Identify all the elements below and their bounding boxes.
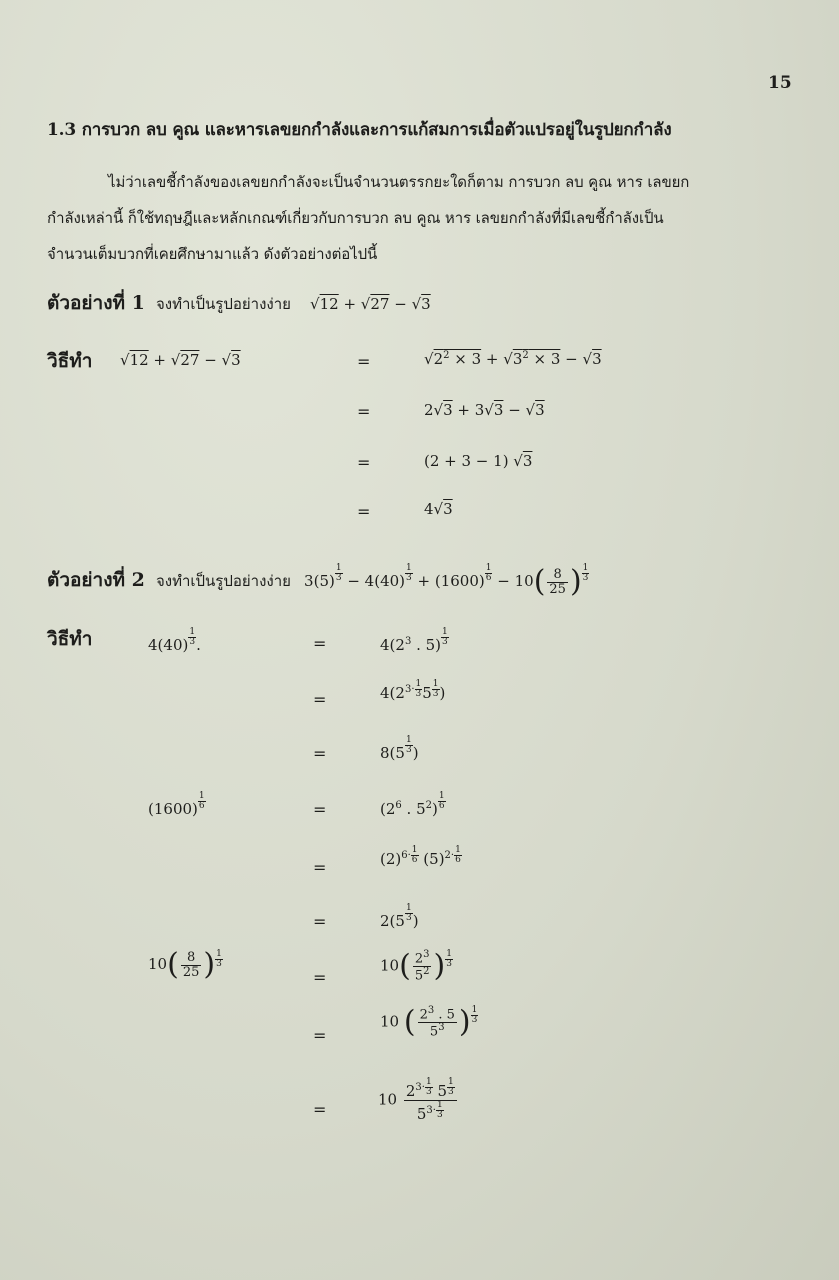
ex2-equals-4: = — [313, 800, 327, 819]
ex1-equals-1: = — [357, 352, 371, 371]
example-1-label: ตัวอย่างที่ 1 — [47, 292, 145, 314]
ex2-step-6: 2(5 $\frac{1}{3}$ ) — [380, 903, 419, 930]
section-heading: 1.3 การบวก ลบ คูณ และหารเลขยกกำลังและการแก้สมการเมื่อตัวแปรอยู่ในรูปยกกำลัง — [47, 120, 672, 140]
example-1-header — [47, 288, 431, 318]
ex2-equals-9: = — [313, 1100, 327, 1119]
ex2-equals-2: = — [313, 690, 327, 709]
ex1-equals-3: = — [357, 453, 371, 472]
ex2-step-8: 10 ( $\frac{2^3 . 5}{5^3}$ ) $\frac{1}{3}$ — [380, 1004, 478, 1040]
example-1-instruction: จงทำเป็นรูปอย่างง่าย — [155, 295, 291, 313]
ex1-equals-2: = — [357, 402, 371, 421]
intro-line-2: กำลังเหล่านี้ ก็ใช้ทฤษฎีและหลักเกณฑ์เกี่ยวกับการบวก ลบ คูณ หาร เลขยกกำลังที่มีเลขชี้กำลังเป็น — [47, 209, 664, 227]
ex2-equals-7: = — [313, 968, 327, 987]
ex1-step-3: (2 + 3 − 1) √3 — [424, 452, 533, 470]
example-1-expression: √12 + √27 − √3 — [310, 295, 431, 313]
page-number: 15 — [768, 73, 792, 93]
ex2-term-3: 10( $\frac{8}{25}$ ) $\frac{1}{3}$ — [148, 947, 222, 982]
intro-line-3: จำนวนเต็มบวกที่เคยศึกษามาแล้ว ดังตัวอย่างต่อไปนี้ — [47, 245, 378, 263]
ex1-step-1: $√2^2 \times 3 + √3^2 \times 3 - √3$ — [424, 350, 602, 368]
ex2-step-2: $4(2^{3\cdot \frac{1}{3}}$ 5 $^{\frac{1}{3}}$ ) — [380, 679, 446, 702]
ex2-step-1: $4(2^3$ . 5) $\frac{1}{3}$ — [380, 627, 448, 654]
example-2-solution-label: วิธีทำ — [47, 628, 93, 650]
ex2-term-2: (1600) $\frac{1}{6}$ — [148, 791, 205, 818]
ex1-step-4: 4√3 — [424, 500, 453, 518]
ex1-step-2: 2√3 + 3√3 − √3 — [424, 401, 545, 419]
example-1-solution-label: วิธีทำ — [47, 350, 93, 372]
ex2-equals-1: = — [313, 634, 327, 653]
ex2-equals-3: = — [313, 744, 327, 763]
ex2-step-3: 8(5 $\frac{1}{3}$ ) — [380, 735, 419, 762]
intro-line-1: ไม่ว่าเลขชี้กำลังของเลขยกกำลังจะเป็นจำนวนตรรกยะใดก็ตาม การบวก ลบ คูณ หาร เลขยก — [108, 173, 690, 191]
ex2-step-4: ($2^6$ . $5^2$) $\frac{1}{6}$ — [380, 791, 445, 818]
ex2-equals-8: = — [313, 1026, 327, 1045]
ex2-equals-5: = — [313, 858, 327, 877]
ex2-step-5: $(2)^{6\cdot \frac{1}{6}}$ $(5)^{2\cdot \frac{1}{6}}$ — [380, 845, 461, 868]
example-2-instruction: จงทำเป็นรูปอย่างง่าย — [155, 572, 291, 590]
example-2-label: ตัวอย่างที่ 2 — [47, 569, 145, 591]
ex1-lhs: √12 + √27 − √3 — [120, 351, 241, 369]
example-2-header — [47, 564, 589, 597]
example-2-expression: 3(5) $\frac{1}{3}$ − 4(40) $\frac{1}{3}$ + (1600) $\frac{1}{6}$ − 10( $\frac{8}{25}$ ) $\frac{1}{3}$ — [304, 563, 589, 599]
ex2-term-1: 4(40) $\frac{1}{3}$ . — [148, 627, 201, 654]
ex2-step-7: 10( $\frac{2^3}{5^2}$ ) $\frac{1}{3}$ — [380, 948, 452, 984]
ex1-equals-4: = — [357, 502, 371, 521]
ex2-equals-6: = — [313, 912, 327, 931]
ex2-step-9: 10 $2^{3\cdot \frac{1}{3}}$ 5 $^{\frac{1}{3}}$ $5^{3\cdot \frac{1}{3}}$ — [378, 1078, 459, 1123]
